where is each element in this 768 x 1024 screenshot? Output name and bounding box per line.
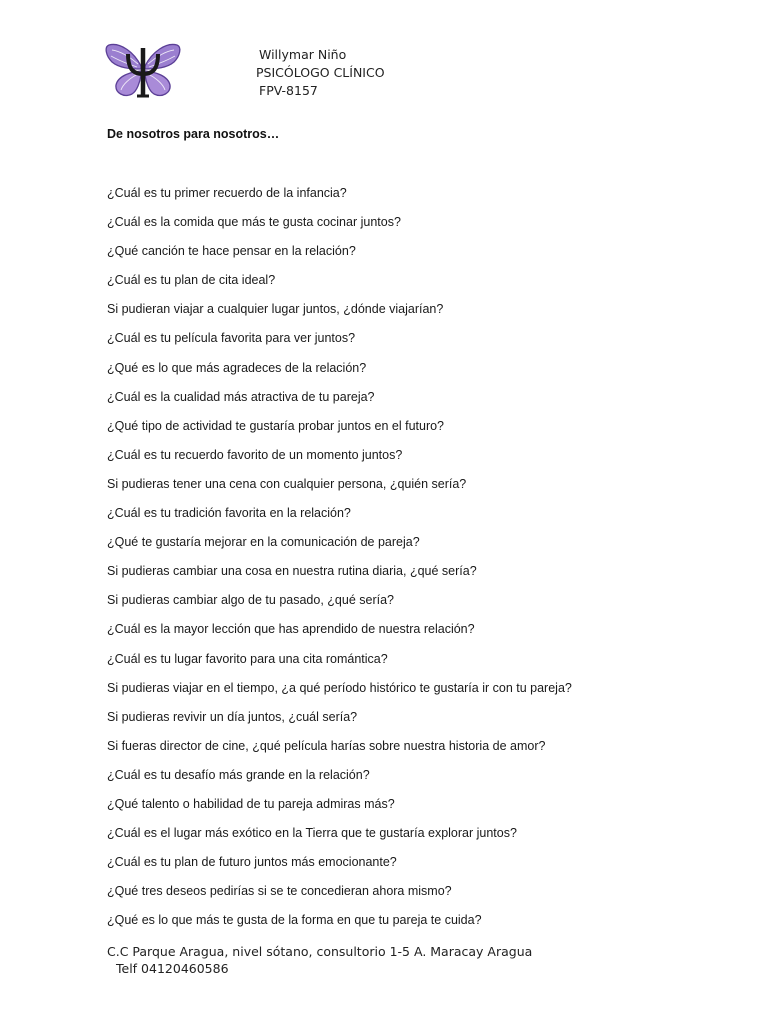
psi-butterfly-icon [104, 42, 182, 100]
question-item: Si pudieras revivir un día juntos, ¿cuál sería? [107, 709, 358, 724]
psychologist-name: Willymar Niño [259, 47, 347, 62]
license-number: FPV-8157 [259, 83, 318, 98]
question-item: ¿Cuál es la comida que más te gusta cocinar juntos? [107, 215, 401, 230]
question-item: ¿Cuál es tu desafío más grande en la relación? [107, 767, 370, 782]
question-item: ¿Cuál es la cualidad más atractiva de tu pareja? [107, 389, 375, 404]
footer-address: C.C Parque Aragua, nivel sótano, consultorio 1-5 A. Maracay Aragua [107, 944, 533, 959]
document-subtitle: De nosotros para nosotros… [107, 127, 280, 141]
question-item: ¿Cuál es tu lugar favorito para una cita romántica? [107, 651, 388, 666]
footer-phone: Telf 04120460586 [116, 961, 229, 976]
question-item: Si pudieras cambiar algo de tu pasado, ¿qué sería? [107, 593, 394, 608]
psychologist-title: PSICÓLOGO CLÍNICO [256, 65, 385, 80]
question-item: ¿Cuál es tu película favorita para ver juntos? [107, 331, 356, 346]
question-item: ¿Cuál es tu tradición favorita en la relación? [107, 506, 351, 521]
question-item: ¿Qué canción te hace pensar en la relación? [107, 244, 356, 259]
question-item: ¿Qué tres deseos pedirías si se te concedieran ahora mismo? [107, 884, 452, 899]
question-item: ¿Qué te gustaría mejorar en la comunicación de pareja? [107, 535, 420, 550]
question-item: ¿Qué es lo que más te gusta de la forma en que tu pareja te cuida? [107, 913, 482, 928]
question-item: ¿Cuál es tu plan de cita ideal? [107, 273, 276, 288]
question-item: Si pudieras viajar en el tiempo, ¿a qué período histórico te gustaría ir con tu pareja? [107, 680, 572, 695]
question-item: ¿Cuál es la mayor lección que has aprendido de nuestra relación? [107, 622, 475, 637]
letterhead [256, 46, 385, 100]
question-item: Si pudieran viajar a cualquier lugar juntos, ¿dónde viajarían? [107, 302, 444, 317]
question-item: ¿Cuál es el lugar más exótico en la Tierra que te gustaría explorar juntos? [107, 826, 517, 841]
question-list [107, 183, 572, 939]
question-item: ¿Qué tipo de actividad te gustaría probar juntos en el futuro? [107, 418, 445, 433]
question-item: Si pudieras cambiar una cosa en nuestra rutina diaria, ¿qué sería? [107, 564, 477, 579]
question-item: ¿Cuál es tu primer recuerdo de la infancia? [107, 186, 347, 200]
question-item: ¿Cuál es tu plan de futuro juntos más emocionante? [107, 855, 397, 870]
question-item: ¿Qué talento o habilidad de tu pareja admiras más? [107, 796, 395, 811]
question-item: Si fueras director de cine, ¿qué película harías sobre nuestra historia de amor? [107, 738, 546, 753]
question-item: ¿Qué es lo que más agradeces de la relación? [107, 360, 367, 375]
question-item: Si pudieras tener una cena con cualquier persona, ¿quién sería? [107, 476, 467, 491]
footer [107, 943, 532, 977]
question-item: ¿Cuál es tu recuerdo favorito de un momento juntos? [107, 447, 403, 462]
